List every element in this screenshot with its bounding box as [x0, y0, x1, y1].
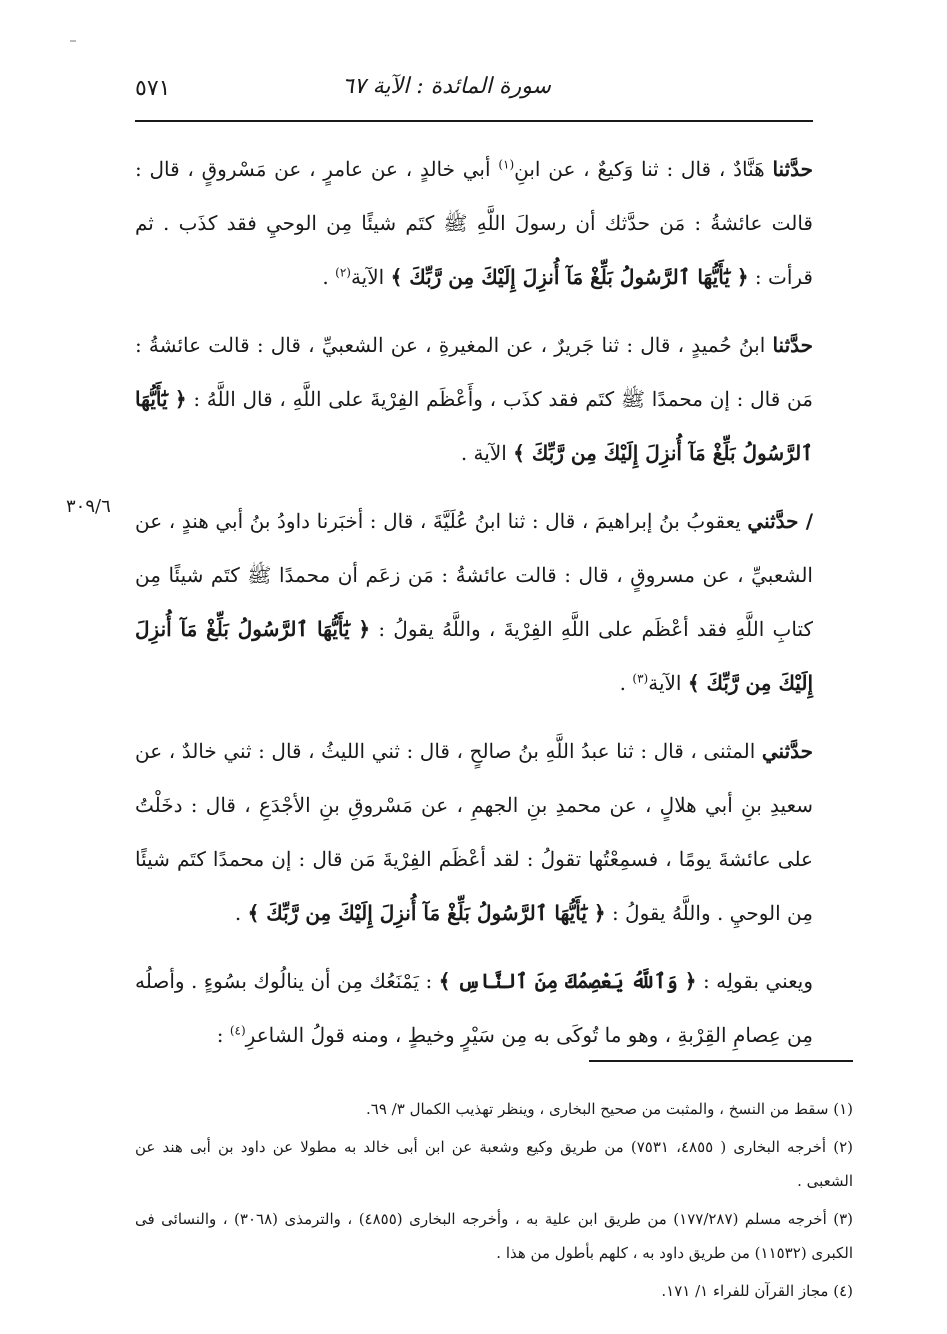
narration-lead: حدَّثني [761, 739, 813, 763]
paragraph-text: ابنُ حُميدٍ ، قال : ثنا جَريرٌ ، عن المغيرةِ ، عن الشعبيِّ ، قال : قالت عائشةُ : مَن قال : إن محمدًا ﷺ كتَم فقد كذَب ، وأَعْظَم الفِرْيةَ على اللَّهِ ، قال اللَّهُ : [135, 333, 813, 411]
footnote-3: (٣) أخرجه مسلم (١٧٧/٢٨٧) من طريق ابن علية به ، وأخرجه البخارى (٤٨٥٥) ، والترمذى (٣٠٦٨) ، والنسائى فى الكبرى (١١٥٣٢) من طريق داود به ، كلهم بأطول من هذا . [135, 1210, 853, 1262]
hadith-paragraph-4 [135, 724, 813, 940]
paragraph-text: هَنَّادٌ ، قال : ثنا وَكيعٌ ، عن ابنِ [514, 157, 773, 181]
quran-verse: ﴿ يَٰٓأَيُّهَا ٱلرَّسُولُ بَلِّغْ مَآ أُنزِلَ إِلَيْكَ مِن رَّبِّكَ ﴾ [135, 617, 813, 695]
footnote-ref: (٤) [229, 1023, 246, 1038]
paragraph-text: أبي خالدٍ ، عن عامرٍ ، عن مَسْروقٍ ، قال : قالت عائشةُ : مَن حدَّثك أن رسولَ اللَّهِ ﷺ كتَم شيئًا مِن الوحيِ فقد كذَب . ثم قرأت : [135, 157, 813, 289]
page-number: ٥٧١ [135, 76, 171, 101]
footnote-2: (٢) أخرجه البخارى ( ٤٨٥٥، ٧٥٣١) من طريق وكيع وشعبة عن ابن أبى خالد به مطولا عن داود بن أبى هند عن الشعبى . [135, 1138, 853, 1190]
footnotes [135, 1092, 853, 1312]
paragraph-text: ويعني بقولِه : [696, 969, 813, 993]
footnote-ref: (٣) [632, 671, 649, 686]
footnote-4: (٤) مجاز القرآن للفراء ١/ ١٧١. [661, 1282, 853, 1300]
paragraph-text: الآية . [460, 441, 514, 465]
hadith-paragraph-2 [135, 318, 813, 480]
marginal-volume-page-note: ٣٠٩/٦ [66, 496, 111, 517]
commentary-paragraph [135, 954, 813, 1062]
quran-verse: ﴿ يَٰٓأَيُّهَا ٱلرَّسُولُ بَلِّغْ مَآ أُنزِلَ إِلَيْكَ مِن رَّبِّكَ ﴾ [247, 901, 606, 925]
narration-lead: حدَّثنا [772, 157, 813, 181]
footnote-ref: (١) [498, 157, 515, 172]
paragraph-text: الآية [648, 671, 688, 695]
footnote-1: (١) سقط من النسخ ، والمثبت من صحيح البخارى ، وينظر تهذيب الكمال ٣/ ٦٩. [366, 1100, 853, 1118]
running-title: سورة المائدة : الآية ٦٧ [342, 74, 551, 99]
paragraph-text: الآية [350, 265, 391, 289]
paragraph-text: . [234, 901, 248, 925]
hadith-paragraph-1 [135, 142, 813, 304]
paragraph-text: يعقوبُ بنُ إبراهيمَ ، قال : ثنا ابنُ عُلَيَّةَ ، قال : أخبَرنا داودُ بنُ أبي هندٍ ، عن الشعبيِّ ، عن مسروقٍ ، قال : قالت عائشةُ : مَن زعَم أن محمدًا ﷺ كتَم شيئًا مِن كتابِ اللَّهِ فقد أعْظَم على اللَّهِ الفِرْيةَ ، واللَّهُ يقولُ : [135, 509, 813, 641]
footnote-rule [589, 1060, 853, 1062]
paragraph-text: . [322, 265, 336, 289]
header-rule [135, 120, 813, 122]
main-text [135, 142, 813, 1076]
quran-verse: ﴿ يَٰٓأَيُّهَا ٱلرَّسُولُ بَلِّغْ مَآ أُنزِلَ إِلَيْكَ مِن رَّبِّكَ ﴾ [135, 387, 813, 465]
footnote-ref: (٢) [335, 265, 351, 280]
narration-lead: / حدَّثني [747, 509, 813, 533]
paragraph-text: : يَمْنَعُك مِن أن ينالُوك بسُوءٍ . وأصلُه مِن عِصامِ القِرْبةِ ، وهو ما تُوكَى به مِن سَيْرٍ وخيطٍ ، ومنه قولُ الشاعرِ [135, 969, 813, 1047]
page-speck [70, 40, 76, 42]
paragraph-text: : [216, 1023, 230, 1047]
narration-lead: حدَّثنا [772, 333, 813, 357]
page-header [135, 62, 811, 112]
quran-verse: ﴿ يَٰٓأَيُّهَا ٱلرَّسُولُ بَلِّغْ مَآ أُنزِلَ إِلَيْكَ مِن رَّبِّكَ ﴾ [390, 265, 749, 289]
paragraph-text: المثنى ، قال : ثنا عبدُ اللَّهِ بنُ صالحٍ ، قال : ثني الليثُ ، قال : ثني خالدٌ ، عن سعيدِ بنِ أبي هلالٍ ، عن محمدِ بنِ الجهمِ ، عن مَسْروقِ بنِ الأجْدَعِ ، قال : دخَلْتُ على عائشةَ يومًا ، فسمِعْتُها تقولُ : لقد أعْظَم الفِرْيةَ مَن قال : إن محمدًا كتَم شيئًا مِن الوحيِ . واللَّهُ يقولُ : [135, 739, 814, 925]
quran-verse: ﴿ وَٱللَّهُ يَعْصِمُكَ مِنَ ٱلنَّاسِ ﴾ [438, 969, 697, 993]
paragraph-text: . [619, 671, 633, 695]
hadith-paragraph-3 [135, 494, 813, 710]
